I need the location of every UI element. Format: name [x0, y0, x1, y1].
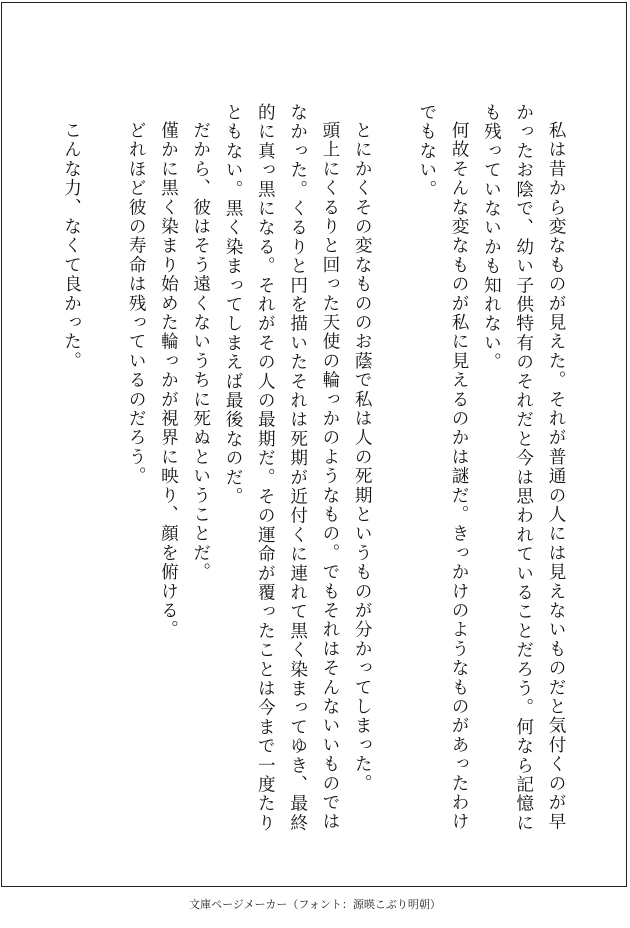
- paragraph: とにかくその変なもののお蔭で私は人の死期というものが分かってしまった。: [352, 120, 373, 793]
- blank-line: [88, 103, 120, 843]
- page-frame: [1, 2, 627, 887]
- paragraph: 僅かに黒く染まり始めた輪っかが視界に映り、顔を俯ける。: [158, 120, 179, 639]
- footer-credit: 文庫ページメーカー（フォント：源暎こぶり明朝）: [189, 898, 441, 911]
- vertical-text-body: [61, 103, 572, 843]
- paragraph: だから、彼はそう遠くないうちに死ぬということだ。: [190, 120, 211, 582]
- paragraph: 何故そんな変なものが私に見えるのかは謎だ。きっかけのようなものがあったわけでもない。: [416, 103, 470, 831]
- paragraph: 私は昔から変なものが見えた。それが普通の人には見えないものだと気付くのが早かったお陰で、幼い子供特有のそれだと今は思われていることだろう。何なら記憶にも残っていないかも知れない。: [481, 103, 566, 833]
- paragraph: 頭上にくるりと回った天使の輪っかのようなもの。でもそれはそんないいものではなかった。くるりと円を描いたそれは死期が近付くに連れて黒く染まってゆき、最終的に真っ黒になる。それがその人の最期だ。その運命が覆ったことは今まで一度たりともない。黒く染まってしまえば最後なのだ。: [223, 103, 340, 833]
- paragraph: こんな力、なくて良かった。: [61, 120, 82, 371]
- paragraph: どれほど彼の寿命は残っているのだろう。: [126, 120, 147, 486]
- blank-line: [378, 103, 410, 843]
